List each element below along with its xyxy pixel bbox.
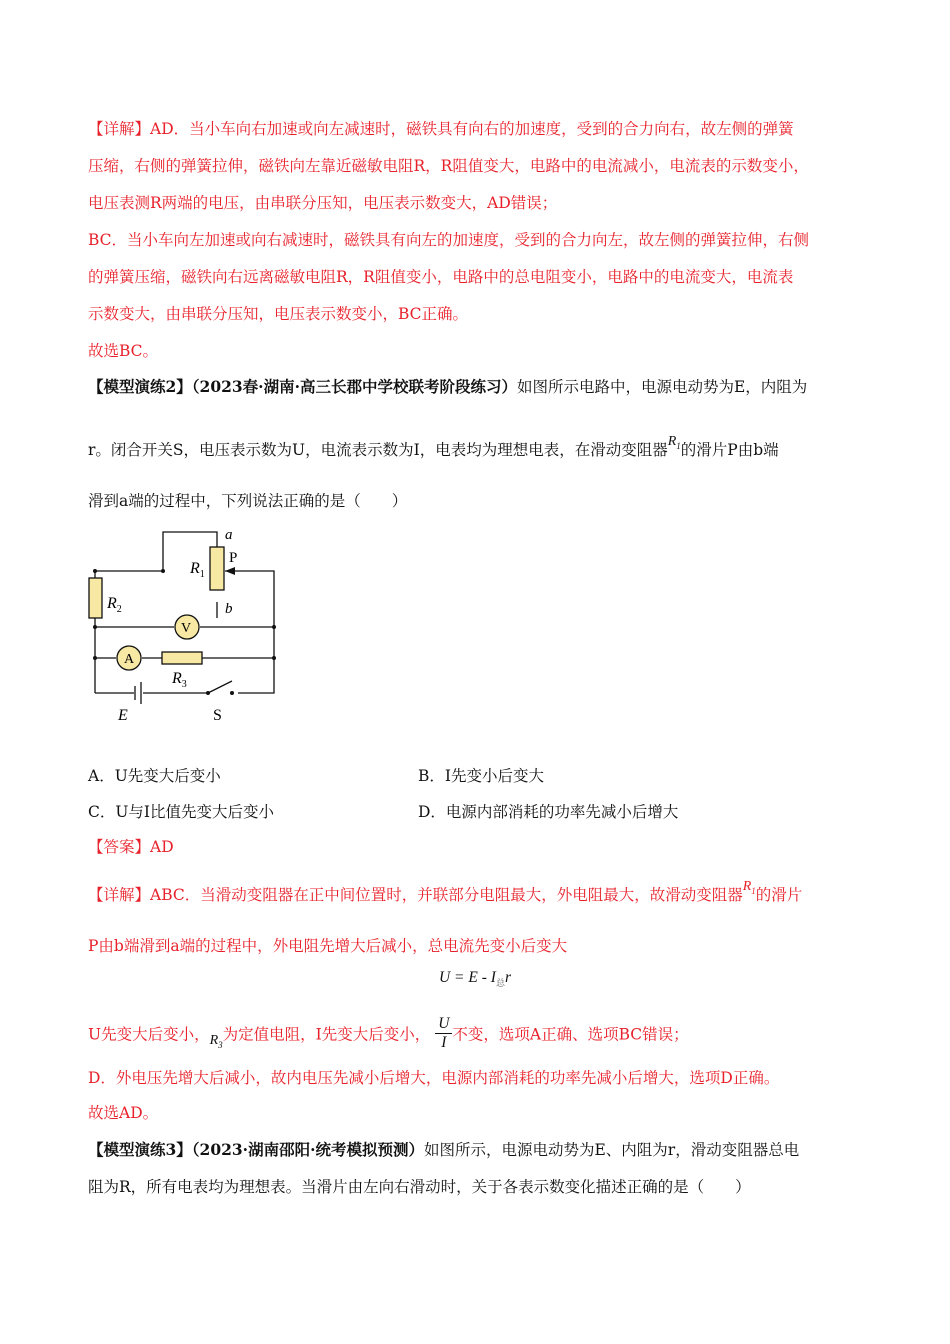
option-d: D．电源内部消耗的功率先减小后增大 bbox=[418, 803, 679, 821]
label-a: a bbox=[225, 527, 233, 543]
detail-2-conclusion: 故选AD。 bbox=[88, 1104, 159, 1122]
question-2-text-1: 如图所示电路中，电源电动势为E，内阻为 bbox=[516, 378, 808, 396]
label-b: b bbox=[225, 601, 233, 617]
resistor-r1 bbox=[210, 547, 224, 590]
question-2-text-2b: 的滑片P由b端 bbox=[680, 441, 779, 459]
question-3-heading: 【模型演练3】（2023·湖南邵阳·统考模拟预测） bbox=[88, 1140, 424, 1159]
label-v: V bbox=[181, 621, 192, 636]
question-2-heading: 【模型演练2】（2023春·湖南·高三长郡中学校联考阶段练习） bbox=[88, 377, 517, 396]
detail-1-line-6: 示数变大，由串联分压知，电压表示数变小，BC正确。 bbox=[88, 305, 469, 323]
detail-1-line-3: 电压表测R两端的电压，由串联分压知，电压表示数变大，AD错误； bbox=[88, 194, 558, 212]
detail-2-line-3: U先变大后变小，$R_3$为定值电阻，I先变大后变小， $\frac{U}{I}$ 不变，选项A正确、选项BC错误； bbox=[88, 1015, 689, 1051]
answer-line: 【答案】AD bbox=[88, 838, 174, 856]
question-2-line-1 bbox=[88, 376, 807, 398]
label-r1: $R_1$ bbox=[190, 560, 205, 580]
detail-1-line-4: BC．当小车向左加速或向右减速时，磁铁具有向左的加速度，受到的合力向左，故左侧的弹簧拉伸，右侧 bbox=[88, 231, 810, 249]
switch-blade bbox=[208, 681, 232, 693]
option-c: C．U与I比值先变大后变小 bbox=[88, 803, 275, 821]
r1-symbol: $R_1$ bbox=[667, 434, 681, 451]
equation: $U = E - I_总r$ bbox=[438, 969, 511, 990]
option-b: B．I先变小后变大 bbox=[418, 767, 545, 785]
r3-symbol-detail: $R_3$ bbox=[209, 1032, 223, 1050]
detail-2-line-1: 【详解】ABC．当滑动变阻器在正中间位置时，并联部分电阻最大，外电阻最大，故滑动变阻器$R_1$的滑片 bbox=[88, 879, 803, 904]
circuit-diagram bbox=[80, 518, 290, 728]
label-ammeter: A bbox=[124, 652, 135, 667]
question-3-line-2: 阻为R，所有电表均为理想表。当滑片由左向右滑动时，关于各表示数变化描述正确的是（ ） bbox=[88, 1178, 751, 1196]
detail-2-line-2: P由b端滑到a端的过程中，外电阻先增大后减小，总电流先变小后变大 bbox=[88, 937, 568, 955]
question-2-text-2a: r。闭合开关S，电压表示数为U，电流表示数为I，电表均为理想电表，在滑动变阻器 bbox=[88, 441, 668, 459]
circuit-wire-right bbox=[225, 571, 274, 693]
detail-1-line-2: 压缩，右侧的弹簧拉伸，磁铁向左靠近磁敏电阻R，R阻值变大，电路中的电流减小，电流表的示数变小， bbox=[88, 157, 809, 175]
detail-2-line-4: D．外电压先增大后减小，故内电压先减小后增大，电源内部消耗的功率先减小后增大，选项D正确。 bbox=[88, 1069, 780, 1087]
detail-1-line-5: 的弹簧压缩，磁铁向右远离磁敏电阻R，R阻值变小，电路中的总电阻变小，电路中的电流变大，电流表 bbox=[88, 268, 794, 286]
question-2-line-2 bbox=[88, 434, 779, 467]
question-3-line-1 bbox=[88, 1139, 799, 1161]
detail-1-line-1: 【详解】AD．当小车向右加速或向左减速时，磁铁具有向右的加速度，受到的合力向右，故左侧的弹簧 bbox=[88, 120, 794, 138]
label-p: P bbox=[229, 550, 238, 566]
r1-symbol-detail: $R_1$ bbox=[742, 879, 756, 896]
label-r3: $R_3$ bbox=[172, 670, 187, 690]
detail-1-conclusion: 故选BC。 bbox=[88, 342, 159, 360]
label-e: E bbox=[118, 707, 128, 724]
option-a: A．U先变大后变小 bbox=[88, 767, 221, 785]
resistor-r3 bbox=[162, 652, 202, 664]
label-r2: $R_2$ bbox=[107, 595, 122, 615]
label-s: S bbox=[213, 707, 222, 724]
slider-p-arrow bbox=[225, 567, 235, 575]
question-3-text-1: 如图所示，电源电动势为E、内阻为r，滑动变阻器总电 bbox=[423, 1141, 800, 1159]
resistor-r2 bbox=[89, 578, 102, 618]
question-2-line-3: 滑到a端的过程中，下列说法正确的是（ ） bbox=[88, 492, 408, 510]
u-over-i-fraction: $\frac{U}{I}$ bbox=[435, 1015, 452, 1052]
